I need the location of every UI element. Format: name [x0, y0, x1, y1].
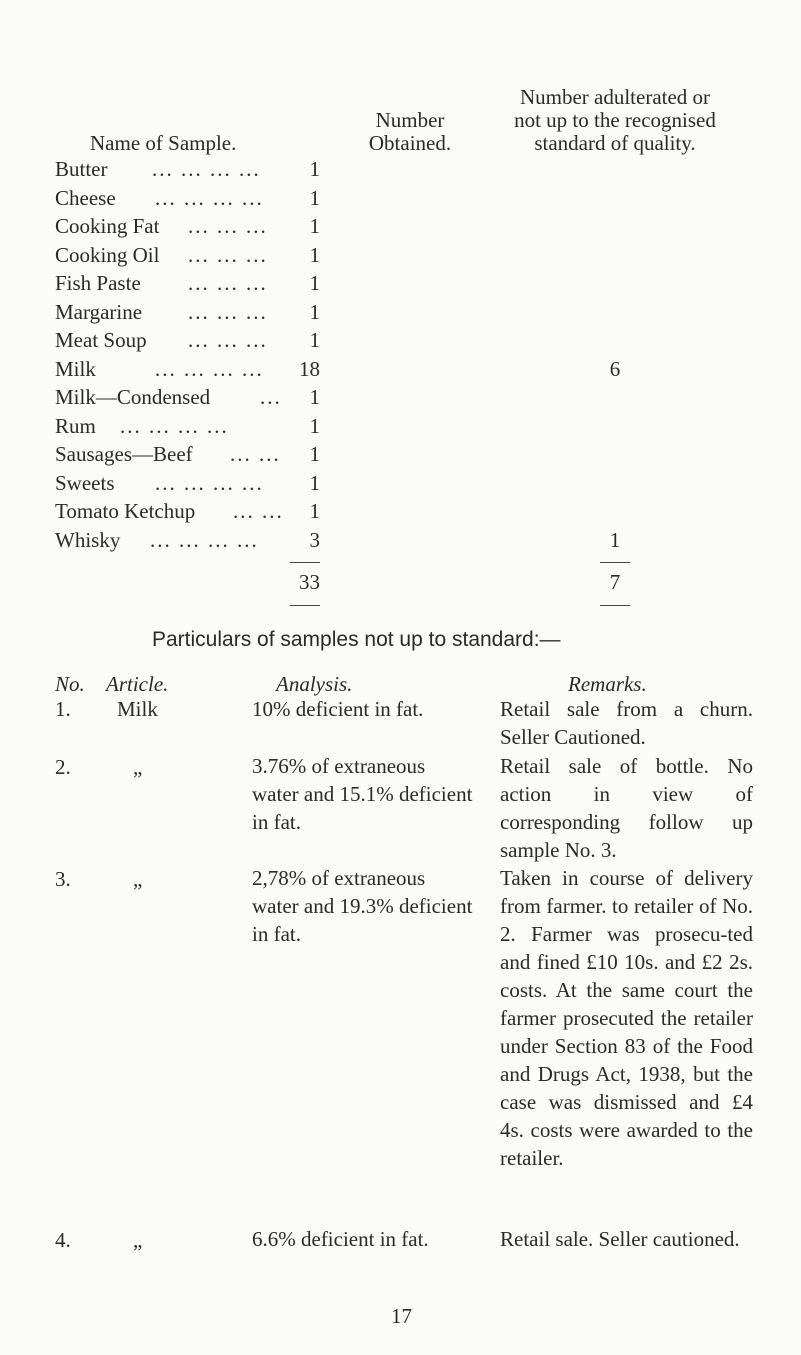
- sample-name: Meat Soup: [55, 328, 147, 352]
- sample-name: Milk—Condensed: [55, 385, 211, 409]
- leader-dots: ... ... ... ...: [155, 186, 264, 210]
- table-row: [55, 271, 268, 296]
- particulars-row-remarks: Taken in course of delivery from farmer. to retailer of No. 2. Farmer was prosecu-ted and fined £10 10s. and £2 2s. costs. At the same court the farmer prosecuted the retailer under Section 83 of the Food and Drugs Act, 1938, but the case was dismissed and £4 4s. costs were awarded to the retailer.: [500, 866, 753, 1170]
- leader-dots: ... ... ... ...: [155, 357, 264, 381]
- sample-name: Butter: [55, 157, 108, 181]
- leader-dots: ... ... ... ...: [152, 157, 261, 181]
- particulars-title: Particulars of samples not up to standard:—: [152, 628, 561, 651]
- column-header-no: No.: [55, 672, 85, 696]
- sample-name: Rum: [55, 414, 96, 438]
- leader-dots: ... ... ...: [188, 300, 268, 324]
- leader-dots: ... ... ... ...: [150, 528, 259, 552]
- particulars-row-analysis: 2,78% of extraneous water and 19.3% deficient in fat.: [252, 866, 473, 946]
- sample-name: Margarine: [55, 300, 143, 324]
- particulars-row-no: 3.: [55, 867, 71, 891]
- obtained-count: 1: [309, 328, 320, 352]
- total-adulterated: 7: [609, 570, 621, 594]
- particulars-row-article: „: [133, 755, 143, 779]
- particulars-row-remarks: Retail sale. Seller cautioned.: [500, 1227, 740, 1251]
- header-adulterated-line-3: standard of quality.: [534, 131, 696, 155]
- table-row: [55, 157, 261, 182]
- particulars-row-no: 4.: [55, 1228, 71, 1252]
- particulars-row-no: 1.: [55, 697, 71, 721]
- obtained-count: 1: [309, 214, 320, 238]
- totals-top-rule: [290, 562, 320, 563]
- sample-name: Whisky: [55, 528, 121, 552]
- leader-dots: ... ...: [230, 442, 281, 466]
- sample-name: Cooking Fat: [55, 214, 160, 238]
- leader-dots: ... ... ...: [188, 271, 268, 295]
- obtained-count: 1: [309, 385, 320, 409]
- table-row: [55, 357, 264, 382]
- obtained-count: 1: [309, 186, 320, 210]
- sample-name: Cheese: [55, 186, 116, 210]
- leader-dots: ... ... ... ...: [120, 414, 229, 438]
- header-adulterated-line-1: Number adulterated or: [519, 85, 711, 109]
- sample-name: Fish Paste: [55, 271, 141, 295]
- header-number-adulterated: [470, 86, 760, 155]
- leader-dots: ... ... ...: [188, 243, 268, 267]
- sample-name: Cooking Oil: [55, 243, 160, 267]
- header-obtained-line-2: Obtained.: [368, 131, 452, 155]
- sample-name: Tomato Ketchup: [55, 499, 196, 523]
- table-row: [55, 442, 281, 467]
- adulterated-count: 1: [609, 528, 621, 552]
- table-row: [55, 186, 264, 211]
- table-row: [55, 243, 268, 268]
- obtained-count: 1: [309, 442, 320, 466]
- table-row: [55, 499, 284, 524]
- particulars-row-article: „: [133, 1228, 143, 1252]
- column-header-remarks: Remarks.: [568, 672, 647, 696]
- leader-dots: ... ...: [233, 499, 284, 523]
- adulterated-count: 6: [609, 357, 621, 381]
- table-row: [55, 471, 264, 496]
- table-row: [55, 214, 268, 239]
- particulars-row-analysis: 3.76% of extraneous water and 15.1% deficient in fat.: [252, 754, 473, 834]
- column-header-article: Article.: [106, 672, 169, 696]
- table-row: [55, 385, 282, 410]
- leader-dots: ... ... ...: [188, 328, 268, 352]
- header-number-obtained: [345, 109, 475, 155]
- header-adulterated-line-2: not up to the recognised: [514, 108, 716, 132]
- particulars-row-analysis: 6.6% deficient in fat.: [252, 1227, 429, 1251]
- sample-name: Sweets: [55, 471, 115, 495]
- table-row: [55, 328, 268, 353]
- particulars-row-article: Milk: [117, 697, 158, 721]
- leader-dots: ... ... ... ...: [155, 471, 264, 495]
- obtained-count: 1: [309, 300, 320, 324]
- sample-name: Sausages—Beef: [55, 442, 193, 466]
- particulars-row-no: 2.: [55, 755, 71, 779]
- obtained-count: 1: [309, 271, 320, 295]
- obtained-count: 1: [309, 471, 320, 495]
- obtained-count: 18: [299, 357, 320, 381]
- particulars-row-remarks: Retail sale of bottle. No action in view of corresponding follow up sample No. 3.: [500, 754, 753, 862]
- obtained-count: 1: [309, 243, 320, 267]
- table-row: [55, 528, 259, 553]
- page-number: 17: [391, 1304, 412, 1328]
- column-header-analysis: Analysis.: [276, 672, 353, 696]
- totals-bottom-rule: [600, 605, 630, 606]
- particulars-row-article: „: [133, 867, 143, 891]
- sample-name: Milk: [55, 357, 96, 381]
- totals-top-rule: [600, 562, 630, 563]
- leader-dots: ... ... ...: [188, 214, 268, 238]
- leader-dots: ...: [260, 385, 282, 409]
- total-obtained: 33: [299, 570, 320, 594]
- obtained-count: 1: [309, 499, 320, 523]
- table-row: [55, 414, 229, 439]
- totals-bottom-rule: [290, 605, 320, 606]
- obtained-count: 3: [309, 528, 320, 552]
- header-name-of-sample: Name of Sample.: [90, 131, 237, 155]
- table-row: [55, 300, 268, 325]
- particulars-row-analysis: 10% deficient in fat.: [252, 697, 424, 721]
- particulars-row-remarks: Retail sale from a churn. Seller Cautioned.: [500, 697, 753, 749]
- header-obtained-line-1: Number: [375, 108, 445, 132]
- obtained-count: 1: [309, 414, 320, 438]
- obtained-count: 1: [309, 157, 320, 181]
